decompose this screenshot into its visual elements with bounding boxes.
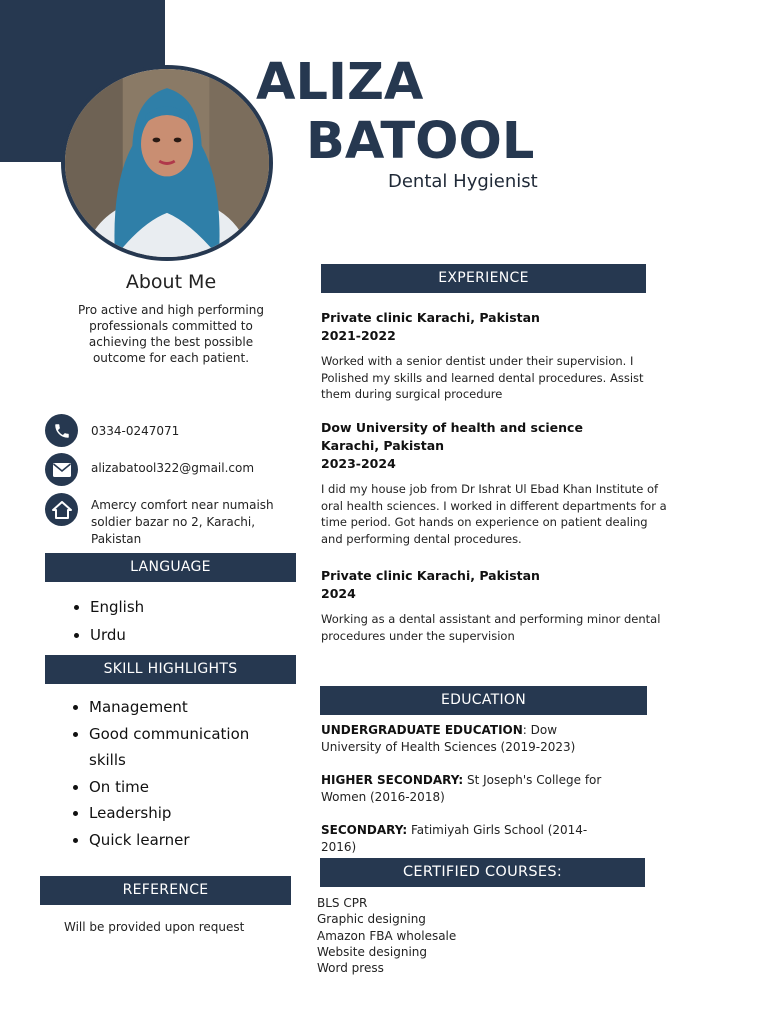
about-heading: About Me: [125, 271, 217, 293]
about-line: professionals committed to: [89, 319, 253, 333]
reference-heading: REFERENCE: [40, 876, 291, 905]
desc-line: I did my house job from Dr Ishrat Ul Ebad Khan Institute of: [321, 482, 659, 496]
desc-line: oral health sciences. I worked in different departments for a: [321, 498, 667, 513]
desc-line: and performing dental procedures.: [321, 531, 522, 546]
profile-photo: [61, 65, 273, 261]
experience-desc: [321, 481, 701, 547]
list-item: • On time: [89, 774, 296, 801]
last-name: BATOOL: [306, 112, 535, 171]
about-line: achieving the best possible: [88, 335, 254, 349]
list-item: Word press: [317, 961, 384, 976]
list-item: skills: [89, 751, 126, 769]
skills-heading: SKILL HIGHLIGHTS: [45, 655, 296, 684]
desc-line: them during surgical procedure: [321, 387, 503, 401]
about-text: [45, 302, 297, 366]
experience-heading: EXPERIENCE: [321, 264, 646, 293]
experience-years: 2024: [321, 586, 356, 601]
experience-entry: [321, 309, 701, 403]
email-icon: [45, 453, 78, 486]
job-title: Dental Hygienist: [388, 171, 538, 192]
list-item: Amazon FBA wholesale: [317, 928, 457, 943]
phone-icon: [45, 414, 78, 447]
first-name: ALIZA: [256, 53, 424, 112]
education-school: Fatimiyah Girls School (2014-: [407, 823, 588, 837]
language-list: [45, 593, 296, 649]
address-line: Pakistan: [91, 532, 142, 546]
home-address: [91, 497, 296, 548]
experience-desc: [321, 611, 701, 644]
desc-line: Working as a dental assistant and performing minor dental: [321, 612, 661, 626]
list-item: Graphic designing: [317, 912, 426, 927]
experience-years: 2021-2022: [321, 328, 396, 343]
desc-line: time period. Got hands on experience on patient dealing: [321, 515, 648, 529]
courses-list: [317, 895, 617, 976]
education-label: UNDERGRADUATE EDUCATION: [321, 723, 523, 737]
list-item: • Good communication: [89, 721, 296, 748]
education-school: St Joseph's College for: [463, 773, 602, 787]
home-icon: [45, 493, 78, 526]
language-heading: LANGUAGE: [45, 553, 296, 582]
list-item: • English: [90, 593, 296, 621]
experience-place: Private clinic Karachi, Pakistan: [321, 568, 540, 583]
education-school: 2016): [321, 840, 357, 854]
experience-years: 2023-2024: [321, 456, 396, 471]
education-entry: [321, 772, 621, 806]
education-school: : Dow: [522, 723, 558, 737]
education-school: Women (2016-2018): [321, 790, 445, 804]
courses-heading: CERTIFIED COURSES:: [320, 858, 645, 887]
list-item: Website designing: [317, 944, 428, 959]
education-school: University of Health Sciences (2019-2023): [321, 740, 576, 754]
education-entry: [321, 722, 621, 756]
education-entry: [321, 822, 621, 856]
reference-text: Will be provided upon request: [64, 920, 245, 934]
experience-place: Private clinic Karachi, Pakistan: [321, 310, 540, 325]
education-heading: EDUCATION: [320, 686, 647, 715]
education-label: SECONDARY:: [321, 823, 408, 837]
email-address: alizabatool322@gmail.com: [91, 461, 255, 475]
experience-entry: [321, 419, 701, 547]
list-item: • Urdu: [90, 621, 296, 649]
list-item: BLS CPR: [317, 896, 368, 910]
skills-list: [44, 694, 296, 853]
list-item: • Leadership: [89, 800, 296, 827]
about-line: Pro active and high performing: [78, 303, 264, 317]
list-item: • Quick learner: [89, 827, 296, 854]
experience-place: Karachi, Pakistan: [321, 438, 445, 453]
desc-line: Worked with a senior dentist under their supervision. I: [321, 354, 634, 368]
about-line: outcome for each patient.: [92, 351, 250, 365]
desc-line: Polished my skills and learned dental procedures. Assist: [321, 370, 644, 385]
experience-place: Dow University of health and science: [321, 420, 583, 435]
address-line: Amercy comfort near numaish: [91, 498, 274, 512]
experience-entry: [321, 567, 701, 644]
list-item: • Management: [89, 694, 296, 721]
education-label: HIGHER SECONDARY:: [321, 773, 464, 787]
phone-number: 0334-0247071: [91, 424, 180, 438]
desc-line: procedures under the supervision: [321, 628, 515, 643]
address-line: soldier bazar no 2, Karachi,: [91, 515, 256, 529]
experience-desc: [321, 353, 701, 403]
profile-photo-image: [65, 69, 269, 257]
